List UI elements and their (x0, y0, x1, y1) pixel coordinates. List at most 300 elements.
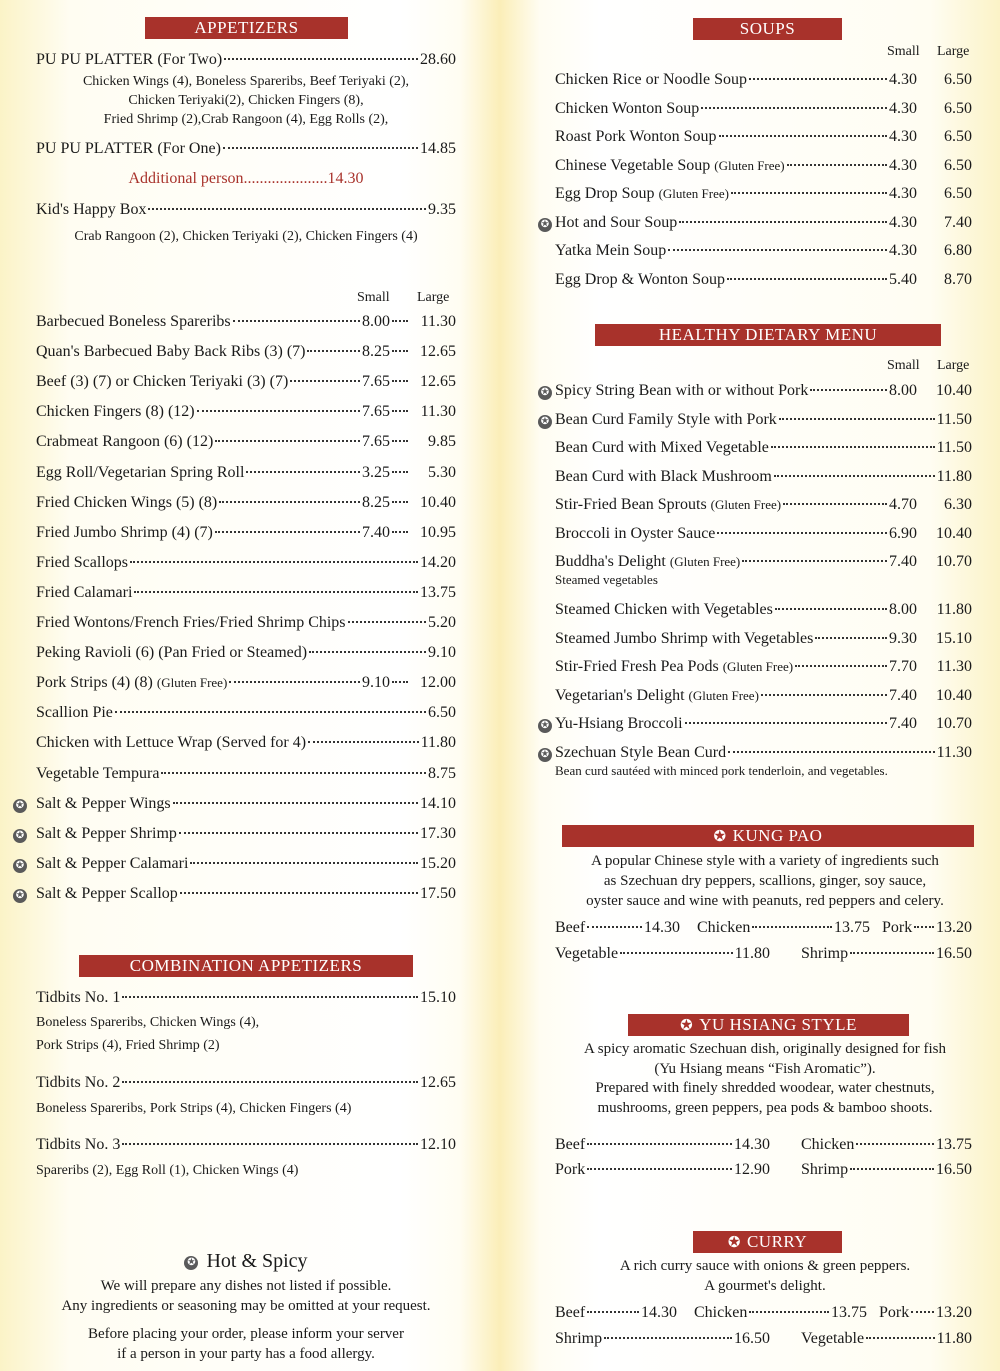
variant-name: Pork (882, 919, 913, 936)
item-price-large: 11.80 (936, 601, 972, 618)
dot-leader (775, 608, 887, 610)
dot-leader (115, 711, 426, 713)
item-name: Fried Chicken Wings (5) (8) (36, 493, 218, 511)
yuhsiang-description (555, 1040, 975, 1118)
item-name: Steamed Jumbo Shrimp with Vegetables (555, 630, 814, 647)
menu-item-tidbits-1 (36, 989, 456, 1011)
item-name: Tidbits No. 2 (36, 1074, 121, 1091)
item-name: Spicy String Bean with or without Pork (555, 382, 809, 399)
item-name: PU PU PLATTER (For One) (36, 140, 221, 157)
item-price-large: 11.50 (936, 439, 972, 456)
item-price-small: 4.30 (889, 71, 917, 88)
variant-price: 13.75 (936, 1136, 972, 1153)
combination-banner (79, 955, 413, 977)
menu-item-tidbits-2 (36, 1074, 456, 1096)
size-header-large: Large (417, 290, 450, 305)
desc-line: as Szechuan dry peppers, scallions, ginger, soy sauce, (603, 873, 927, 889)
item-name: Egg Roll/Vegetarian Spring Roll (36, 463, 245, 481)
item-price: 12.10 (420, 1136, 456, 1153)
desc-line: A spicy aromatic Szechuan dish, originally designed for fish (584, 1041, 946, 1057)
menu-item-bean-curd-with-mixed-vegetable (555, 439, 972, 461)
item-name: Bean Curd with Black Mushroom (555, 468, 772, 485)
item-name: Fried Jumbo Shrimp (4) (7) (36, 523, 213, 541)
menu-item-fried-scallops (36, 554, 456, 576)
hot-spicy-legend (36, 1250, 456, 1273)
menu-item-bean-curd-family-style-with-pork (555, 411, 972, 433)
dot-leader (309, 651, 426, 653)
item-name: Hot and Sour Soup (555, 213, 678, 231)
menu-item-roast-pork-wonton-soup (555, 128, 972, 150)
desc-line: A popular Chinese style with a variety of ingredients such (591, 853, 939, 869)
item-price-large: 11.30 (420, 403, 456, 421)
item-name: Salt & Pepper Wings (36, 794, 171, 812)
dot-leader (392, 501, 408, 503)
allergy-line: if a person in your party has a food allergy. (117, 1346, 375, 1362)
item-price-small: 7.65 (362, 373, 390, 391)
yuhsiang-banner (628, 1014, 909, 1036)
dot-leader (229, 681, 360, 683)
dot-leader (731, 192, 887, 194)
menu-item-steamed-jumbo-shrimp-with-vegetables (555, 630, 972, 652)
item-price-large: 10.40 (936, 382, 972, 399)
dot-leader (219, 501, 360, 503)
item-price-large: 11.30 (420, 313, 456, 330)
desc-line: Prepared with finely shredded woodear, water chestnuts, (595, 1080, 935, 1096)
item-price-large: 12.65 (420, 343, 456, 361)
pupu-two-description (36, 72, 456, 129)
item-name: Vegetable Tempura (36, 764, 160, 782)
variant-price: 16.50 (936, 1161, 972, 1178)
item-price-small: 8.00 (889, 601, 917, 618)
item-name: Chicken Rice or Noodle Soup (555, 71, 747, 88)
item-price-large: 12.00 (420, 674, 456, 692)
item-price-large: 11.50 (936, 411, 972, 428)
variant-name: Vegetable (555, 945, 619, 962)
dot-leader (771, 446, 935, 448)
variant-name: Vegetable (801, 1330, 865, 1347)
desc-line: oyster sauce and wine with peanuts, red peppers and celery. (586, 893, 944, 909)
item-price-large: 15.10 (936, 630, 972, 647)
item-name: Stir-Fried Bean Sprouts (555, 496, 707, 513)
soup-size-small: Small (887, 44, 920, 59)
dot-leader (233, 320, 360, 322)
menu-item-chicken-with-lettuce-wrap-served-for-4 (36, 734, 456, 756)
menu-item-tidbits-3 (36, 1136, 456, 1158)
item-note: (Gluten Free) (722, 659, 794, 674)
desc-line: A rich curry sauce with onions & green peppers. (619, 1258, 911, 1274)
item-name: Crabmeat Rangoon (6) (12) (36, 433, 214, 451)
item-price-small: 8.25 (362, 343, 390, 361)
dot-leader (728, 751, 935, 753)
item-price: 9.10 (428, 644, 456, 662)
dot-leader (307, 350, 360, 352)
hot-spicy-icon: ✪ (13, 889, 27, 903)
item-name: Pork Strips (4) (8) (36, 674, 153, 692)
item-price-small: 4.30 (889, 242, 917, 259)
desc-line: Chicken Teriyaki(2), Chicken Fingers (8), (128, 93, 364, 108)
menu-item-salt-pepper-scallop (36, 885, 456, 907)
variant-name: Shrimp (801, 945, 849, 962)
variant-price: 13.20 (936, 1304, 972, 1321)
hot-spicy-icon: ✪ (538, 218, 552, 232)
item-price: 17.50 (420, 884, 456, 902)
variant-name: Beef (555, 1304, 586, 1321)
menu-item-quan-s-barbecued-baby-back-ribs-3-7 (36, 343, 456, 365)
item-price: 14.10 (420, 794, 456, 812)
dot-leader (180, 892, 418, 894)
item-price-small: 9.30 (889, 630, 917, 647)
appetizers-banner (145, 17, 348, 39)
item-name: Yu-Hsiang Broccoli (555, 715, 683, 732)
curry-title: CURRY (746, 1232, 808, 1251)
item-price-small: 4.70 (889, 496, 917, 513)
item-price: 8.75 (428, 764, 456, 782)
menu-item-bean-curd-with-black-mushroom (555, 468, 972, 490)
item-price-large: 5.30 (428, 463, 456, 481)
dot-leader (685, 722, 887, 724)
item-price-large: 6.30 (944, 496, 972, 513)
menu-item-yatka-mein-soup (555, 242, 972, 264)
item-price-large: 10.40 (936, 687, 972, 704)
soups-banner (693, 18, 842, 40)
item-price: 14.85 (420, 140, 456, 157)
item-price-small: 4.30 (889, 99, 917, 117)
yuhsiang-prices-row2 (555, 1161, 972, 1179)
dot-leader (392, 681, 408, 683)
item-price-large: 6.50 (944, 185, 972, 202)
menu-item-chicken-rice-or-noodle-soup (555, 71, 972, 93)
item-price-small: 7.40 (889, 553, 917, 570)
item-price-small: 8.25 (362, 493, 390, 511)
dot-leader (749, 78, 887, 80)
item-name: Chicken with Lettuce Wrap (Served for 4) (36, 734, 307, 752)
menu-item-egg-roll-vegetarian-spring-roll (36, 464, 456, 486)
menu-item-fried-jumbo-shrimp-4-7 (36, 524, 456, 546)
legend-label: Hot & Spicy (206, 1250, 308, 1272)
dot-leader (392, 471, 408, 473)
variant-name: Beef (555, 1136, 586, 1153)
dot-leader (392, 380, 408, 382)
hot-spicy-icon: ✪ (538, 719, 552, 733)
hot-spicy-icon: ✪ (13, 799, 27, 813)
menu-item-yu-hsiang-broccoli (555, 715, 972, 737)
dot-leader (392, 440, 408, 442)
menu-item-fried-wontons-french-fries-fried-shrimp-chips (36, 614, 456, 636)
dot-leader (348, 621, 426, 623)
item-note: (Gluten Free) (658, 186, 729, 201)
item-price: 15.20 (420, 854, 456, 872)
item-price-small: 7.40 (889, 715, 917, 732)
dot-leader (179, 832, 418, 834)
menu-item-fried-chicken-wings-5-8 (36, 494, 456, 516)
item-name: Yatka Mein Soup (555, 242, 667, 259)
dot-leader (795, 665, 887, 667)
item-name: Steamed Chicken with Vegetables (555, 601, 773, 618)
item-price-large: 8.70 (944, 270, 972, 288)
item-note: (Gluten Free) (710, 497, 782, 512)
hot-spicy-icon: ✪ (538, 386, 552, 400)
footer-notes (16, 1276, 476, 1364)
dot-leader (761, 694, 887, 696)
dot-leader (787, 164, 887, 166)
allergy-line: Before placing your order, please inform your server (88, 1326, 404, 1342)
item-name: Tidbits No. 3 (36, 1136, 121, 1153)
kids-box-description: Crab Rangoon (2), Chicken Teriyaki (2), Chicken Fingers (4) (74, 229, 418, 244)
kungpao-prices-row2 (555, 945, 972, 963)
desc-line: Fried Shrimp (2),Crab Rangoon (4), Egg Rolls (2), (103, 112, 389, 127)
dot-leader (815, 637, 887, 639)
item-price: 17.30 (420, 824, 456, 842)
variant-price: 14.30 (734, 1136, 770, 1153)
menu-item-chicken-wonton-soup (555, 100, 972, 122)
hot-spicy-icon: ✪ (13, 829, 27, 843)
item-name: Chicken Wonton Soup (555, 99, 700, 117)
item-description: Steamed vegetables (555, 572, 658, 587)
menu-item-chinese-vegetable-soup (555, 157, 972, 179)
menu-item-pupu-two (36, 51, 456, 73)
desc-line: A gourmet's delight. (704, 1278, 826, 1294)
item-name: Salt & Pepper Scallop (36, 884, 178, 902)
item-price-small: 5.40 (889, 270, 917, 288)
hot-spicy-icon: ✪ (184, 1256, 198, 1270)
tidbits-2-description: Boneless Spareribs, Pork Strips (4), Chicken Fingers (4) (36, 1101, 352, 1116)
item-price-large: 10.95 (420, 523, 456, 541)
menu-item-scallion-pie (36, 704, 456, 726)
healthy-title: HEALTHY DIETARY MENU (658, 325, 878, 344)
healthy-size-large: Large (937, 358, 970, 373)
yuhsiang-prices-row1 (555, 1136, 972, 1154)
variant-name: Chicken (697, 919, 751, 936)
item-name: Fried Scallops (36, 553, 128, 571)
menu-item-salt-pepper-shrimp (36, 825, 456, 847)
tidbits-1-description (36, 1011, 259, 1057)
item-name: Broccoli in Oyster Sauce (555, 525, 716, 542)
dot-leader (173, 802, 418, 804)
kungpao-description (555, 851, 975, 911)
dot-leader (774, 475, 935, 477)
item-price-small: 4.30 (889, 128, 917, 145)
item-name: Quan's Barbecued Baby Back Ribs (3) (7) (36, 343, 306, 361)
item-price: 9.35 (428, 201, 456, 218)
menu-item-pupu-one (36, 140, 456, 162)
variant-name: Shrimp (801, 1161, 849, 1178)
item-price-large: 11.80 (936, 468, 972, 485)
curry-banner (693, 1231, 842, 1253)
additional-person-price: Additional person.....................14.30 (128, 170, 364, 187)
item-price-large: 6.50 (944, 128, 972, 145)
item-price-large: 7.40 (944, 213, 972, 231)
variant-price: 11.80 (936, 1330, 972, 1347)
menu-item-stir-fried-fresh-pea-pods (555, 658, 972, 680)
dot-leader (190, 862, 418, 864)
item-price-small: 4.30 (889, 185, 917, 202)
dot-leader (742, 560, 887, 562)
kungpao-prices-row1 (555, 919, 972, 937)
item-name: Stir-Fried Fresh Pea Pods (555, 658, 719, 675)
dot-leader (727, 278, 887, 280)
dot-leader (719, 135, 887, 137)
menu-item-egg-drop-soup (555, 185, 972, 207)
item-price-small: 8.00 (889, 382, 917, 399)
item-name: Tidbits No. 1 (36, 989, 121, 1006)
dot-leader (130, 561, 418, 563)
item-name: Scallion Pie (36, 704, 113, 722)
dot-leader (246, 471, 360, 473)
item-price-large: 10.70 (936, 553, 972, 570)
item-price-large: 12.65 (420, 373, 456, 391)
item-price-small: 9.10 (362, 674, 390, 692)
dot-leader (215, 440, 360, 442)
item-name: Chicken Fingers (8) (12) (36, 403, 195, 421)
healthy-size-small: Small (887, 358, 920, 373)
item-price: 5.20 (428, 614, 456, 631)
variant-price: 13.75 (834, 919, 870, 936)
menu-item-egg-drop-wonton-soup (555, 271, 972, 293)
item-name: Peking Ravioli (6) (Pan Fried or Steamed) (36, 644, 308, 662)
desc-line: mushrooms, green peppers, pea pods & bamboo shoots. (597, 1099, 933, 1116)
variant-price: 16.50 (936, 945, 972, 962)
item-price-small: 7.65 (362, 403, 390, 421)
variant-price: 14.30 (641, 1304, 677, 1321)
item-price: 14.20 (420, 553, 456, 571)
item-price-large: 10.40 (420, 493, 456, 511)
footer-line: We will prepare any dishes not listed if possible. (100, 1278, 392, 1294)
variant-price: 14.30 (644, 919, 680, 936)
item-price: 15.10 (420, 989, 456, 1006)
item-price-small: 7.40 (889, 687, 917, 704)
item-price-large: 6.50 (944, 99, 972, 117)
dot-leader (679, 221, 887, 223)
item-price: 12.65 (420, 1074, 456, 1091)
item-price-small: 3.25 (362, 463, 390, 481)
menu-item-fried-calamari (36, 584, 456, 606)
item-note: (Gluten Free) (688, 688, 759, 703)
item-price-large: 10.70 (936, 715, 972, 732)
dot-leader (392, 410, 408, 412)
desc-line: (Yu Hsiang means “Fish Aromatic”). (654, 1060, 876, 1077)
item-price: 13.75 (420, 583, 456, 601)
variant-price: 12.90 (734, 1161, 770, 1178)
item-note: (Gluten Free) (714, 157, 785, 173)
soups-title: SOUPS (739, 19, 796, 38)
dot-leader (134, 591, 418, 593)
dot-leader (779, 418, 935, 420)
item-name: Buddha's Delight (555, 553, 666, 570)
curry-description (555, 1256, 975, 1296)
menu-item-vegetable-tempura (36, 765, 456, 787)
menu-item-pork-strips-4-8 (36, 674, 456, 696)
menu-item-salt-pepper-calamari (36, 855, 456, 877)
hot-spicy-icon: ✪ (727, 1235, 741, 1251)
variant-name: Chicken (694, 1304, 748, 1321)
item-name: Szechuan Style Bean Curd (555, 744, 727, 761)
variant-price: 11.80 (734, 945, 770, 962)
dot-leader (290, 380, 360, 382)
curry-prices-row1 (555, 1304, 972, 1322)
dot-leader (215, 531, 360, 533)
desc-line: Chicken Wings (4), Boneless Spareribs, Beef Teriyaki (2), (82, 74, 410, 89)
desc-line: Pork Strips (4), Fried Shrimp (2) (36, 1038, 220, 1053)
dot-leader (392, 531, 408, 533)
dot-leader (668, 249, 887, 251)
item-name: Fried Calamari (36, 583, 133, 601)
item-price-small: 4.30 (889, 156, 917, 174)
footer-line: Any ingredients or seasoning may be omitted at your request. (61, 1298, 431, 1314)
dot-leader (717, 532, 887, 534)
size-header-small: Small (357, 290, 390, 305)
item-name: Barbecued Boneless Spareribs (36, 313, 231, 330)
item-price-large: 11.30 (936, 658, 972, 675)
item-price-small: 8.00 (362, 313, 390, 330)
item-name: Roast Pork Wonton Soup (555, 128, 717, 145)
menu-item-broccoli-in-oyster-sauce (555, 525, 972, 547)
item-note: (Gluten Free) (669, 554, 741, 569)
menu-item-beef-3-7-or-chicken-teriyaki-3-7 (36, 373, 456, 395)
desc-line: Boneless Spareribs, Chicken Wings (4), (36, 1015, 260, 1030)
menu-item-kids-box (36, 201, 456, 223)
variant-name: Pork (555, 1161, 586, 1178)
curry-prices-row2 (555, 1330, 972, 1348)
menu-item-crabmeat-rangoon-6-12 (36, 433, 456, 455)
menu-item-salt-pepper-wings (36, 795, 456, 817)
item-name: Salt & Pepper Shrimp (36, 824, 177, 842)
menu-item-stir-fried-bean-sprouts (555, 496, 972, 518)
item-name: Bean Curd Family Style with Pork (555, 411, 777, 428)
dot-leader (392, 320, 408, 322)
item-name: Fried Wontons/French Fries/Fried Shrimp Chips (36, 614, 346, 631)
item-price-small: 7.70 (889, 658, 917, 675)
item-name: Salt & Pepper Calamari (36, 854, 189, 872)
hot-spicy-icon: ✪ (13, 859, 27, 873)
variant-name: Shrimp (555, 1330, 603, 1347)
dot-leader (197, 410, 360, 412)
healthy-banner (595, 324, 941, 346)
item-price-large: 6.50 (944, 156, 972, 174)
item-price-small: 6.90 (889, 525, 917, 542)
combination-title: COMBINATION APPETIZERS (129, 956, 363, 975)
item-price-large: 10.40 (936, 525, 972, 542)
item-name: Kid's Happy Box (36, 201, 147, 218)
item-name: Vegetarian's Delight (555, 687, 685, 704)
item-name: Chinese Vegetable Soup (555, 156, 711, 174)
dot-leader (810, 389, 887, 391)
item-price-large: 6.80 (944, 242, 972, 259)
item-name: PU PU PLATTER (For Two) (36, 51, 223, 68)
menu-item-hot-and-sour-soup (555, 214, 972, 236)
item-price: 28.60 (420, 51, 456, 68)
dot-leader (392, 350, 408, 352)
menu-item-spicy-string-bean-with-or-without-pork (555, 382, 972, 404)
hot-spicy-icon: ✪ (538, 415, 552, 429)
item-description: Bean curd sautéed with minced pork tenderloin, and vegetables. (555, 763, 888, 778)
item-price-small: 7.65 (362, 433, 390, 451)
item-name: Beef (3) (7) or Chicken Teriyaki (3) (7) (36, 373, 289, 391)
item-name: Bean Curd with Mixed Vegetable (555, 439, 769, 456)
hot-spicy-icon: ✪ (538, 748, 552, 762)
variant-name: Pork (879, 1304, 910, 1321)
item-price: 11.80 (420, 734, 456, 752)
item-price-large: 6.50 (944, 71, 972, 88)
variant-name: Chicken (801, 1136, 855, 1153)
item-price-small: 4.30 (889, 213, 917, 231)
menu-item-chicken-fingers-8-12 (36, 403, 456, 425)
variant-price: 13.20 (936, 919, 972, 936)
yuhsiang-title: YU HSIANG STYLE (699, 1015, 857, 1034)
dot-leader (783, 503, 887, 505)
dot-leader (161, 772, 426, 774)
soup-size-large: Large (937, 44, 970, 59)
menu-item-vegetarian-s-delight (555, 687, 972, 709)
